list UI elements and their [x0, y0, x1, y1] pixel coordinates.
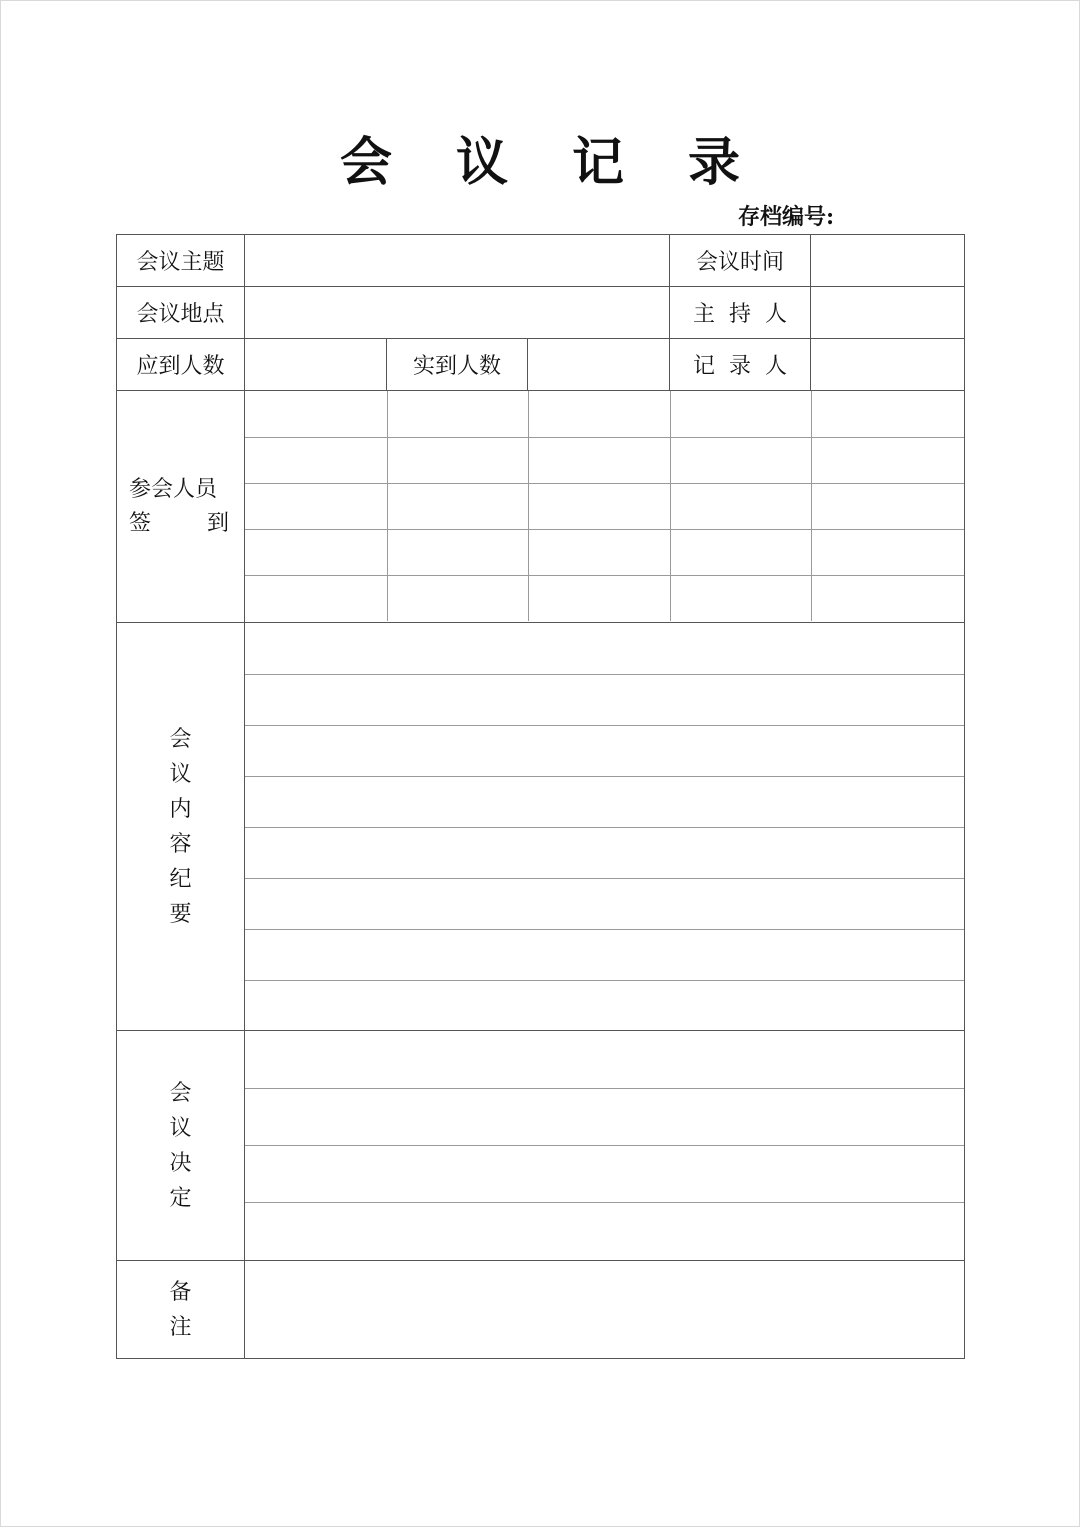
- signin-label-line1: 参会人员: [129, 476, 218, 502]
- host-field[interactable]: [811, 287, 965, 339]
- remarks-label: 备 注: [117, 1261, 245, 1359]
- decision-lines-cell: [245, 1031, 965, 1261]
- minutes-line-field[interactable]: [245, 827, 964, 878]
- signin-slot[interactable]: [528, 529, 670, 575]
- title-char: 录: [687, 132, 740, 193]
- signin-label: [117, 391, 245, 623]
- minutes-line-field[interactable]: [245, 725, 964, 776]
- signin-slot[interactable]: [811, 529, 965, 575]
- topic-label: 会议主题: [117, 235, 245, 287]
- signin-slot[interactable]: [670, 529, 811, 575]
- signin-slot[interactable]: [670, 437, 811, 483]
- title-char: 会: [340, 132, 393, 193]
- decision-lines: [245, 1031, 964, 1259]
- signin-slot[interactable]: [387, 437, 528, 483]
- minutes-line: [245, 725, 964, 776]
- minutes-row: [117, 623, 965, 1031]
- location-row: [117, 287, 965, 339]
- signin-slot[interactable]: [387, 483, 528, 529]
- signin-slot[interactable]: [528, 483, 670, 529]
- signin-grid: [245, 391, 965, 621]
- meeting-record-form: [116, 234, 965, 1359]
- location-field[interactable]: [245, 287, 670, 339]
- decision-line: [245, 1088, 964, 1145]
- signin-slot[interactable]: [245, 529, 387, 575]
- signin-slot[interactable]: [811, 575, 965, 621]
- time-field[interactable]: [811, 235, 965, 287]
- minutes-line-field[interactable]: [245, 674, 964, 725]
- signin-slot[interactable]: [811, 483, 965, 529]
- topic-row: [117, 235, 965, 287]
- signin-slot[interactable]: [528, 391, 670, 437]
- archive-number-label: 存档编号:: [738, 204, 835, 230]
- decision-line-field[interactable]: [245, 1202, 964, 1259]
- signin-slot[interactable]: [245, 391, 387, 437]
- minutes-line: [245, 674, 964, 725]
- time-label: 会议时间: [670, 235, 811, 287]
- signin-slot[interactable]: [528, 437, 670, 483]
- signin-grid-row: [245, 529, 965, 575]
- decision-label: 会 议 决 定: [117, 1031, 245, 1261]
- decision-line-field[interactable]: [245, 1031, 964, 1088]
- recorder-label: 记 录 人: [670, 339, 811, 391]
- minutes-line: [245, 623, 964, 674]
- minutes-line: [245, 929, 964, 980]
- decision-line-field[interactable]: [245, 1088, 964, 1145]
- signin-grid-cell: [245, 391, 965, 623]
- expected-label: 应到人数: [117, 339, 245, 391]
- document-title: [340, 128, 740, 198]
- signin-grid-row: [245, 437, 965, 483]
- recorder-field[interactable]: [811, 339, 965, 391]
- minutes-line-field[interactable]: [245, 980, 964, 1030]
- decision-line: [245, 1145, 964, 1202]
- signin-slot[interactable]: [811, 391, 965, 437]
- decision-line: [245, 1031, 964, 1088]
- remarks-field[interactable]: [245, 1261, 965, 1359]
- host-label: 主 持 人: [670, 287, 811, 339]
- attendance-row: [117, 339, 965, 391]
- minutes-lines: [245, 623, 964, 1030]
- remarks-row: [117, 1261, 965, 1359]
- topic-field[interactable]: [245, 235, 670, 287]
- title-char: 记: [571, 132, 624, 193]
- minutes-line-field[interactable]: [245, 878, 964, 929]
- signin-grid-row: [245, 391, 965, 437]
- minutes-line: [245, 878, 964, 929]
- signin-slot[interactable]: [245, 575, 387, 621]
- minutes-line: [245, 776, 964, 827]
- decision-row: [117, 1031, 965, 1261]
- signin-slot[interactable]: [811, 437, 965, 483]
- minutes-line-field[interactable]: [245, 623, 964, 674]
- minutes-line-field[interactable]: [245, 929, 964, 980]
- minutes-line: [245, 980, 964, 1030]
- signin-slot[interactable]: [387, 529, 528, 575]
- signin-slot[interactable]: [245, 437, 387, 483]
- signin-slot[interactable]: [670, 575, 811, 621]
- signin-slot[interactable]: [387, 575, 528, 621]
- actual-label: 实到人数: [387, 339, 528, 391]
- minutes-line-field[interactable]: [245, 776, 964, 827]
- signin-row: [117, 391, 965, 623]
- minutes-line: [245, 827, 964, 878]
- signin-slot[interactable]: [670, 483, 811, 529]
- signin-label-line2: 签 到: [129, 510, 229, 536]
- actual-field[interactable]: [528, 339, 670, 391]
- signin-slot[interactable]: [245, 483, 387, 529]
- signin-slot[interactable]: [670, 391, 811, 437]
- signin-slot[interactable]: [387, 391, 528, 437]
- title-char: 议: [455, 132, 508, 193]
- decision-line: [245, 1202, 964, 1259]
- minutes-lines-cell: [245, 623, 965, 1031]
- signin-grid-row: [245, 575, 965, 621]
- signin-grid-row: [245, 483, 965, 529]
- decision-line-field[interactable]: [245, 1145, 964, 1202]
- minutes-label: 会 议 内 容 纪 要: [117, 623, 245, 1031]
- expected-field[interactable]: [245, 339, 387, 391]
- location-label: 会议地点: [117, 287, 245, 339]
- signin-slot[interactable]: [528, 575, 670, 621]
